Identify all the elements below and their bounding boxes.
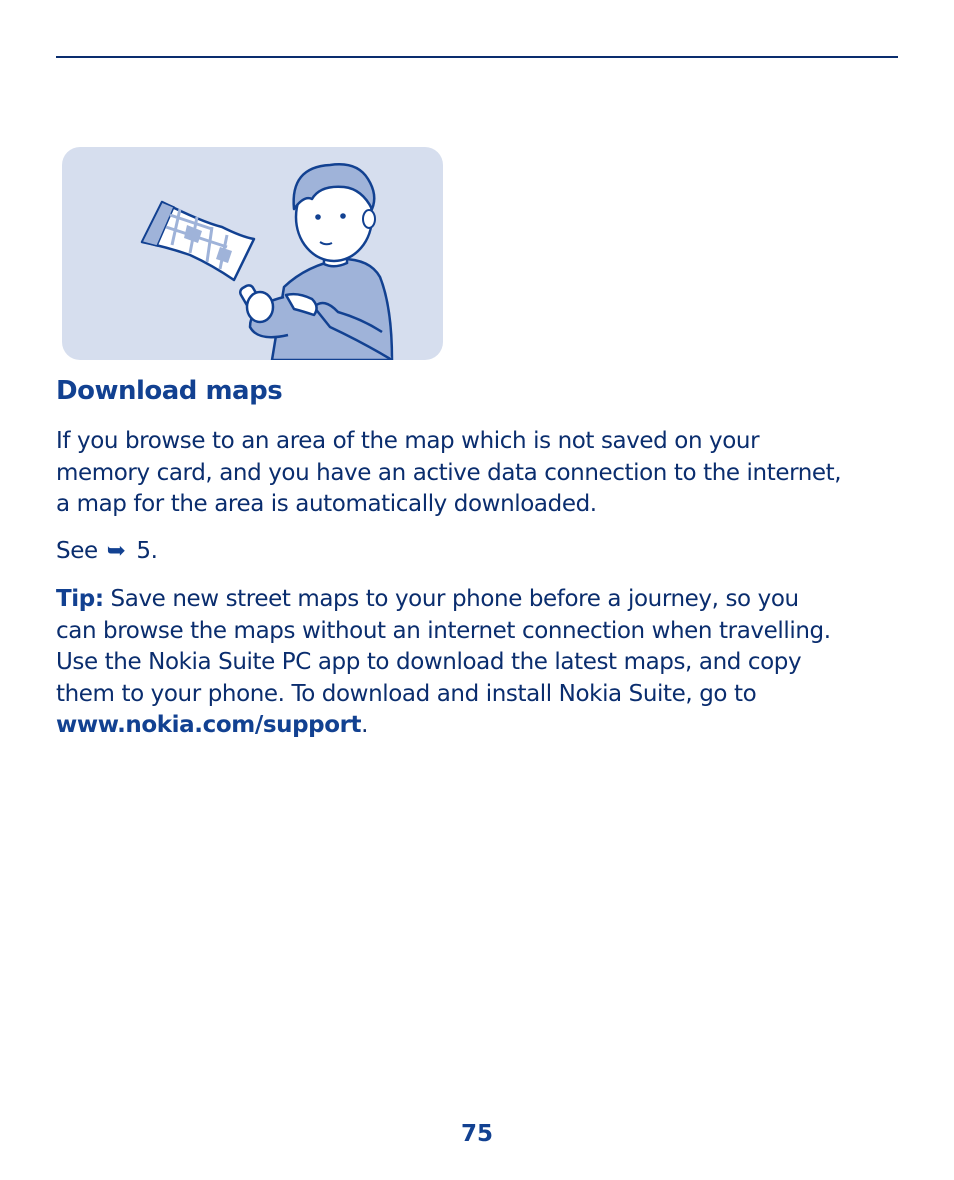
tip-line-1: Save new street maps to your phone before a journey, so you <box>103 586 799 612</box>
see-reference <box>56 536 906 568</box>
download-maps-illustration <box>62 147 443 360</box>
tip-end: . <box>361 712 369 738</box>
section-title: Download maps <box>56 376 283 406</box>
tip-line-3: Use the Nokia Suite PC app to download the latest maps, and copy <box>56 649 802 675</box>
header-rule <box>56 56 898 58</box>
intro-paragraph <box>56 426 906 521</box>
tip-line-4: them to your phone. To download and install Nokia Suite, go to <box>56 680 757 707</box>
see-prefix: See <box>56 538 98 564</box>
intro-line-2: memory card, and you have an active data connection to the internet, <box>56 459 842 486</box>
tip-line-2: can browse the maps without an internet connection when travelling. <box>56 617 831 644</box>
tip-paragraph <box>56 584 906 742</box>
page-number: 75 <box>460 1121 493 1147</box>
intro-line-3: a map for the area is automatically downloaded. <box>56 491 597 517</box>
person-with-phone-and-map-illustration <box>62 147 443 360</box>
map-icon <box>142 202 254 280</box>
see-target[interactable]: 5. <box>136 538 158 564</box>
tip-label: Tip: <box>56 586 104 612</box>
support-link[interactable]: www.nokia.com/support <box>56 712 362 738</box>
cross-reference-arrow-icon: ➥ <box>106 538 126 564</box>
person-icon <box>238 164 392 360</box>
intro-line-1: If you browse to an area of the map which is not saved on your <box>56 428 760 454</box>
